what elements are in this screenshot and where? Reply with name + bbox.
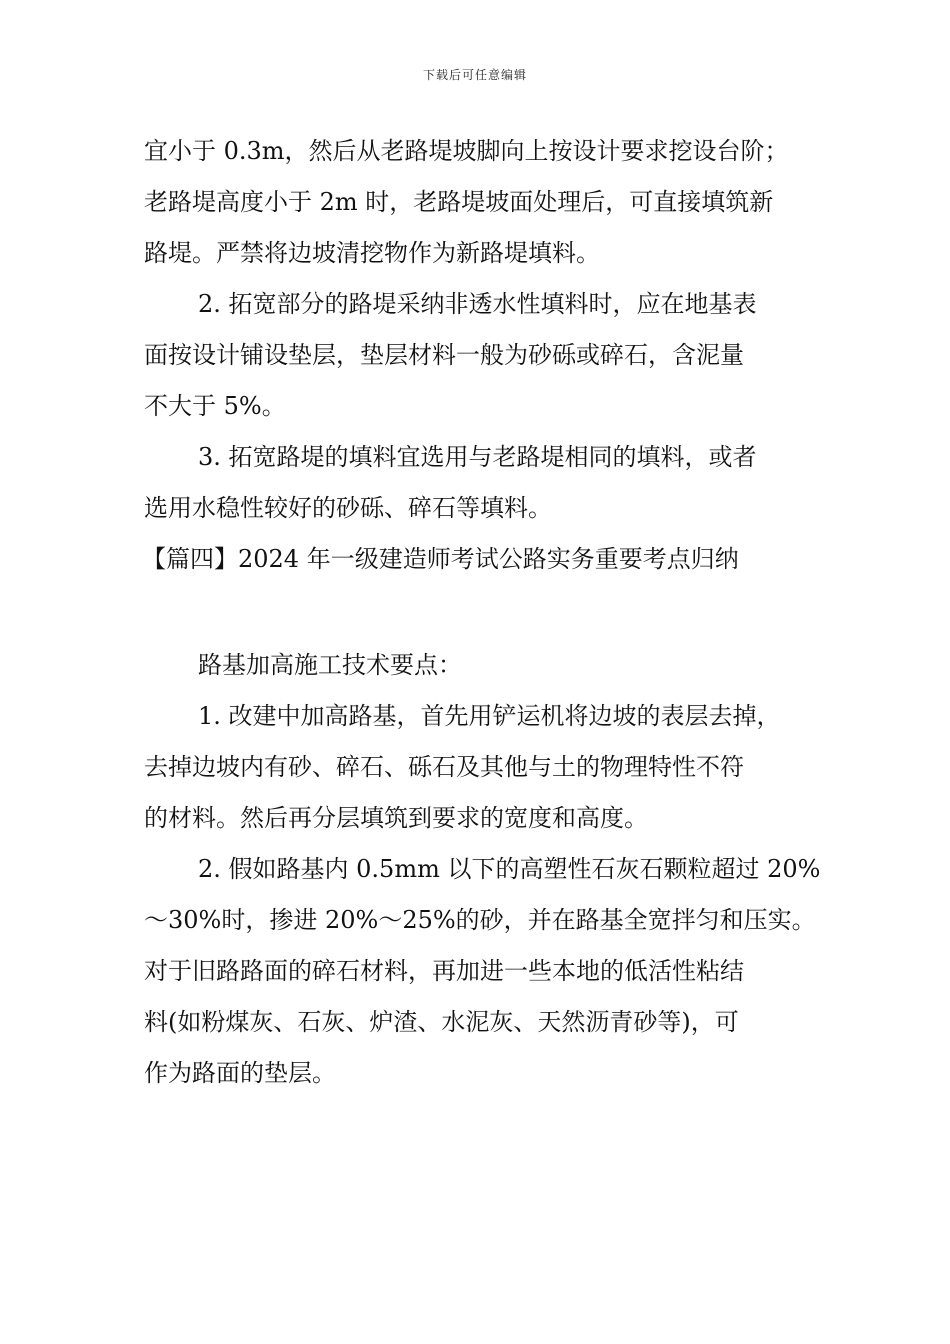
paragraph-line: 面按设计铺设垫层，垫层材料一般为砂砾或碎石，含泥量 (144, 341, 744, 369)
header-note: 下载后可任意编辑 (422, 68, 527, 82)
section-heading: 【篇四】2024 年一级建造师考试公路实务重要考点归纳 (142, 545, 739, 573)
paragraph-line: 的材料。然后再分层填筑到要求的宽度和高度。 (144, 804, 648, 832)
subsection-title: 路基加高施工技术要点： (198, 651, 462, 679)
paragraph-line: 2. 拓宽部分的路堤采纳非透水性填料时，应在地基表 (198, 290, 757, 318)
paragraph-line: 料(如粉煤灰、石灰、炉渣、水泥灰、天然沥青砂等)，可 (144, 1008, 739, 1036)
paragraph-line: 2. 假如路基内 0.5mm 以下的高塑性石灰石颗粒超过 20% (198, 855, 821, 883)
paragraph-line: ～30%时，掺进 20%～25%的砂，并在路基全宽拌匀和压实。 (144, 906, 816, 934)
blank-line (144, 589, 824, 640)
paragraph-line: 不大于 5%。 (144, 392, 286, 420)
paragraph-line: 宜小于 0.3m，然后从老路堤坡脚向上按设计要求挖设台阶； (144, 137, 789, 165)
paragraph-line: 去掉边坡内有砂、碎石、砾石及其他与土的物理特性不符 (144, 753, 744, 781)
paragraph-line: 老路堤高度小于 2m 时，老路堤坡面处理后，可直接填筑新 (144, 188, 774, 216)
paragraph-line: 选用水稳性较好的砂砾、碎石等填料。 (144, 494, 552, 522)
paragraph-line: 路堤。严禁将边坡清挖物作为新路堤填料。 (144, 239, 600, 267)
document-body (144, 126, 824, 1099)
paragraph-line: 对于旧路路面的碎石材料，再加进一些本地的低活性粘结 (144, 957, 744, 985)
paragraph-line: 作为路面的垫层。 (144, 1059, 336, 1087)
paragraph-line: 1. 改建中加高路基，首先用铲运机将边坡的表层去掉， (198, 702, 781, 730)
paragraph-line: 3. 拓宽路堤的填料宜选用与老路堤相同的填料，或者 (198, 443, 757, 471)
